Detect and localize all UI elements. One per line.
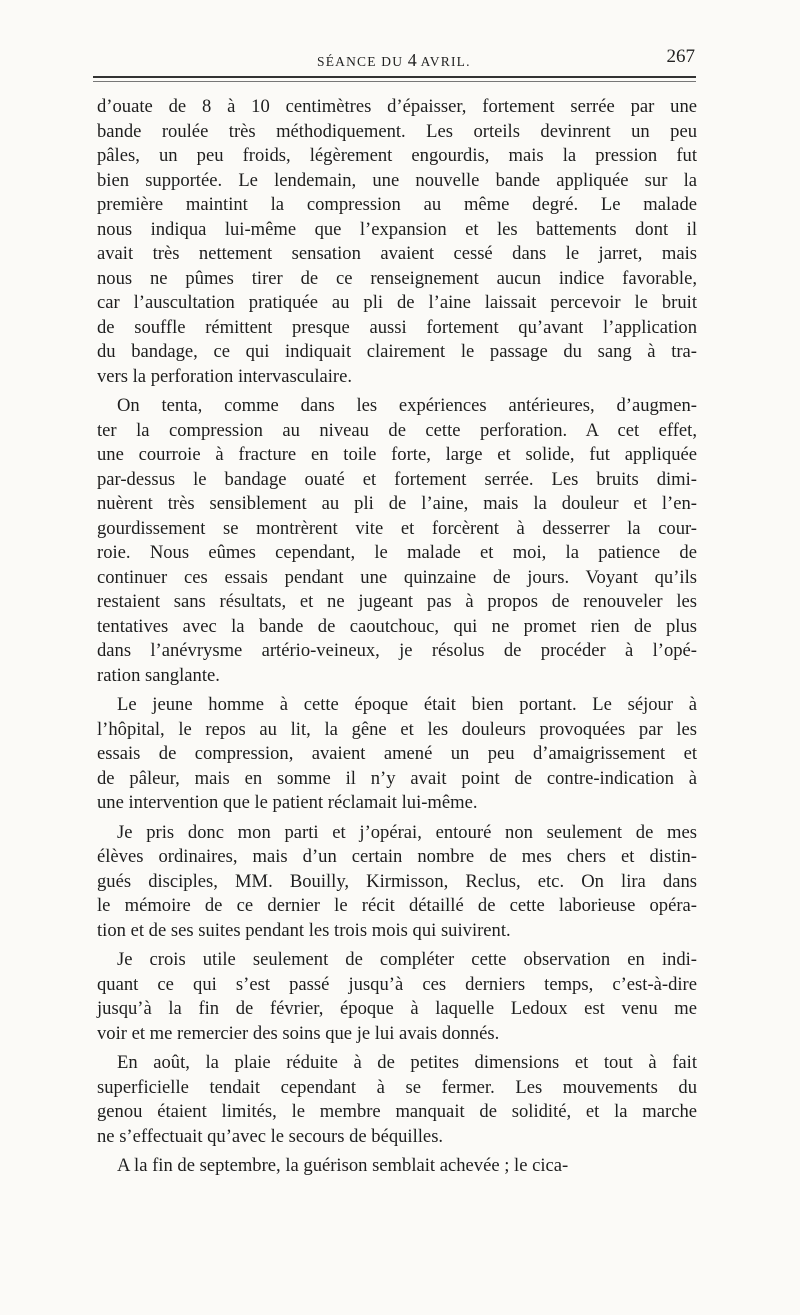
text-line: ter la compression au niveau de cette perforation. A cet effet, bbox=[97, 419, 697, 441]
text-line: de pâleur, mais en somme il n’y avait point de contre-indication à bbox=[97, 767, 697, 789]
text-line: du bandage, ce qui indiquait clairement le passage du sang à tra- bbox=[97, 341, 697, 362]
text-line: car l’auscultation pratiquée au pli de l’aine laissait percevoir le bruit bbox=[97, 292, 697, 313]
text-line: première maintint la compression au même degré. Le malade bbox=[97, 194, 697, 215]
text-line: Je pris donc mon parti et j’opérai, entouré non seulement de mes bbox=[117, 821, 697, 843]
header-rule bbox=[93, 76, 696, 78]
text-line: d’ouate de 8 à 10 centimètres d’épaisser, fortement serrée par une bbox=[97, 96, 697, 117]
text-line: une courroie à fracture en toile forte, large et solide, fut appliquée bbox=[97, 444, 697, 465]
text-line: élèves ordinaires, mais d’un certain nombre de mes chers et distin- bbox=[97, 846, 697, 867]
text-line: gourdissement se montrèrent vite et forcèrent à desserrer la cour- bbox=[97, 517, 697, 539]
text-line: gués disciples, MM. Bouilly, Kirmisson, Reclus, etc. On lira dans bbox=[97, 870, 697, 892]
text-line: roie. Nous eûmes cependant, le malade et moi, la patience de bbox=[97, 542, 697, 563]
text-line: par-dessus le bandage ouaté et fortement serrée. Les bruits dimi- bbox=[97, 468, 697, 490]
paragraph bbox=[97, 1154, 697, 1179]
text-line: A la fin de septembre, la guérison semblait achevée ; le cica- bbox=[117, 1155, 569, 1176]
text-line: En août, la plaie réduite à de petites dimensions et tout à fait bbox=[117, 1052, 697, 1073]
text-line: de souffle rémittent presque aussi fortement qu’avant l’application bbox=[97, 316, 697, 338]
running-title-suffix: AVRIL. bbox=[416, 54, 471, 69]
paragraph bbox=[97, 948, 697, 1046]
text-line: jusqu’à la fin de février, époque à laquelle Ledoux est venu me bbox=[97, 998, 697, 1019]
text-line: avait très nettement sensation avaient cessé dans le jarret, mais bbox=[97, 243, 697, 264]
text-line: tion et de ses suites pendant les trois mois qui suivirent. bbox=[97, 919, 511, 941]
text-line: bande roulée très méthodiquement. Les orteils devinrent un peu bbox=[97, 120, 697, 142]
text-line: dans l’anévrysme artério-veineux, je résolus de procéder à l’opé- bbox=[97, 640, 697, 661]
text-line: ne s’effectuait qu’avec le secours de béquilles. bbox=[97, 1125, 444, 1147]
running-title bbox=[317, 50, 471, 71]
text-line: superficielle tendait cependant à se fermer. Les mouvements du bbox=[97, 1076, 697, 1098]
paragraph bbox=[97, 821, 697, 944]
running-title-day: 4 bbox=[407, 50, 417, 70]
text-line: essais de compression, avaient amené un peu d’amaigrissement et bbox=[97, 743, 697, 764]
text-line: restaient sans résultats, et ne jugeant pas à propos de renouveler les bbox=[97, 591, 697, 612]
text-line: Je crois utile seulement de compléter cette observation en indi- bbox=[117, 949, 697, 970]
paragraph bbox=[97, 394, 697, 688]
text-line: une intervention que le patient réclamait lui-même. bbox=[97, 792, 478, 813]
text-line: ration sanglante. bbox=[97, 664, 220, 686]
text-line: tentatives avec la bande de caoutchouc, qui ne promet rien de plus bbox=[97, 615, 697, 637]
text-line: bien supportée. Le lendemain, une nouvelle bande appliquée sur la bbox=[97, 169, 697, 191]
text-line: Le jeune homme à cette époque était bien portant. Le séjour à bbox=[117, 694, 697, 715]
body-text bbox=[97, 95, 697, 1179]
text-line: pâles, un peu froids, légèrement engourdis, mais la pression fut bbox=[97, 145, 697, 166]
text-line: nuèrent très sensiblement au pli de l’aine, mais la douleur et l’en- bbox=[97, 493, 697, 514]
header-rule-thin bbox=[93, 81, 696, 82]
text-line: nous indiqua lui-même que l’expansion et les battements dont il bbox=[97, 218, 697, 240]
text-line: vers la perforation intervasculaire. bbox=[97, 365, 353, 387]
text-line: genou étaient limités, le membre manquait de solidité, et la marche bbox=[97, 1101, 697, 1122]
page-number: 267 bbox=[666, 46, 695, 67]
text-line: l’hôpital, le repos au lit, la gêne et les douleurs provoquées par les bbox=[97, 718, 697, 740]
text-line: continuer ces essais pendant une quinzaine de jours. Voyant qu’ils bbox=[97, 566, 697, 588]
text-line: On tenta, comme dans les expériences antérieures, d’augmen- bbox=[117, 395, 697, 416]
text-line: voir et me remercier des soins que je lui avais donnés. bbox=[97, 1022, 500, 1044]
text-line: nous ne pûmes tirer de ce renseignement aucun indice favorable, bbox=[97, 267, 697, 289]
text-line: quant ce qui s’est passé jusqu’à ces derniers temps, c’est-à-dire bbox=[97, 973, 697, 995]
paragraph bbox=[97, 693, 697, 816]
running-title-prefix: SÉANCE DU bbox=[317, 54, 408, 69]
paragraph bbox=[97, 95, 697, 389]
page-header bbox=[97, 46, 697, 74]
text-line: le mémoire de ce dernier le récit détaillé de cette laborieuse opéra- bbox=[97, 895, 697, 916]
paragraph bbox=[97, 1051, 697, 1149]
